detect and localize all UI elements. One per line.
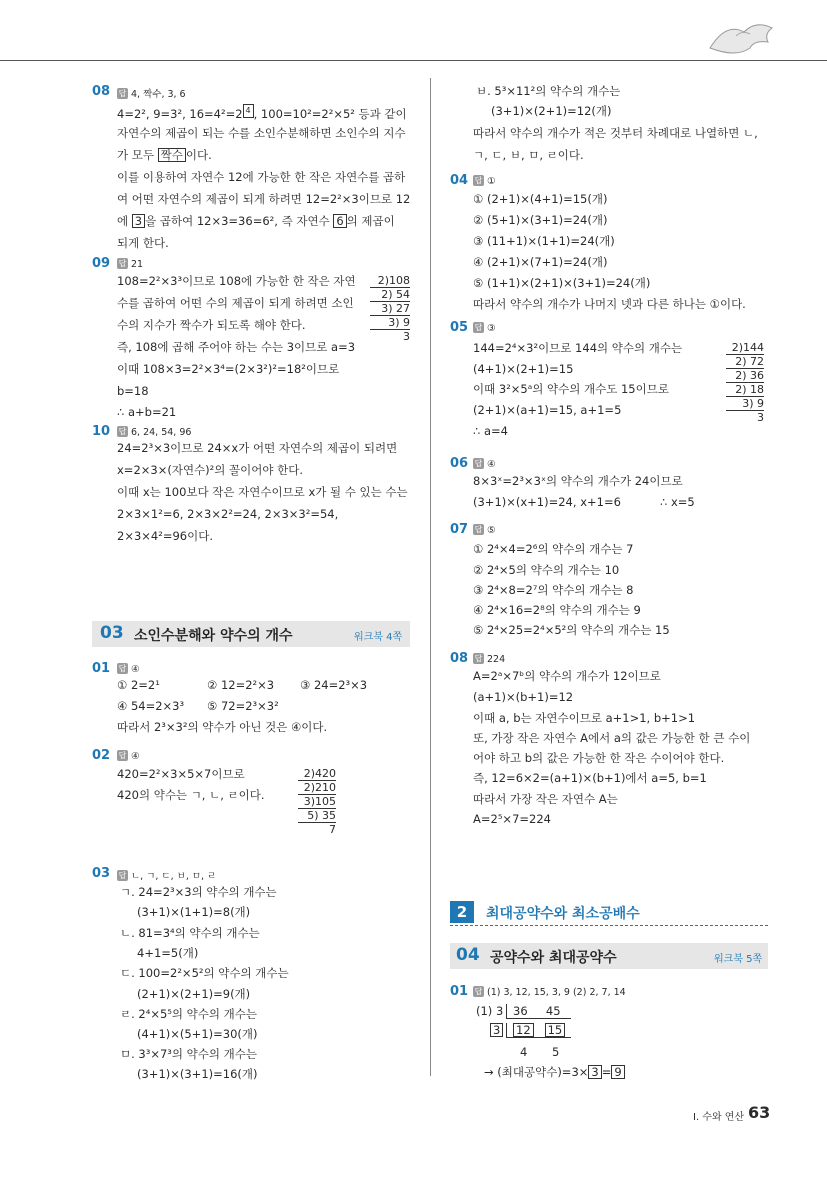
section-number: 03 [100, 623, 124, 643]
line: 에 3 을 곱하여 12×3=36=6², 즉 자연수 6 의 제곱이 [117, 214, 395, 228]
line: 이때 a, b는 자연수이므로 a+1>1, b+1>1 [473, 711, 696, 725]
division-ladder: 2)108 2) 54 3) 27 3) 9 3 [370, 274, 410, 343]
section-number: 04 [456, 945, 480, 965]
answer: 답 21 [118, 259, 144, 270]
choice: ③ 24=2³×3 [300, 678, 368, 692]
line: 즉, 12=6×2=(a+1)×(b+1)에서 a=5, b=1 [473, 771, 707, 785]
problem-number: 06 [450, 456, 469, 471]
line: 자연수의 제곱이 되는 수를 소인수분해하면 소인수의 지수 [117, 126, 406, 140]
line: (3+1)×(2+1)=12(개) [491, 104, 612, 118]
line: (4+1)×(5+1)=30(개) [137, 1027, 258, 1041]
line: ㅁ. 3³×7³의 약수의 개수는 [120, 1047, 257, 1061]
footer-label: Ⅰ. 수와 연산 [693, 1112, 745, 1123]
line: 이를 이용하여 자연수 12에 가능한 한 작은 자연수를 곱하 [117, 170, 406, 184]
line: 따라서 약수의 개수가 나머지 넷과 다른 하나는 ①이다. [473, 297, 746, 311]
line: ② (5+1)×(3+1)=24(개) [473, 213, 608, 227]
line: (3+1)×(3+1)=16(개) [137, 1067, 258, 1081]
chapter-underline [450, 925, 768, 926]
chapter-number: 2 [450, 901, 474, 923]
line: (2+1)×(a+1)=15, a+1=5 [473, 403, 622, 417]
dividend-row: 12 15 [506, 1023, 571, 1038]
column-divider [430, 78, 431, 1076]
line: ㄱ. 24=2³×3의 약수의 개수는 [120, 885, 277, 899]
line: ∴ a+b=21 [117, 405, 177, 419]
line: (2+1)×(2+1)=9(개) [137, 987, 251, 1001]
line: 어야 하고 b의 값은 가능한 한 작은 수이어야 한다. [473, 751, 725, 765]
line: ⑤ (1+1)×(2+1)×(3+1)=24(개) [473, 276, 651, 290]
problem-number: 09 [92, 256, 111, 271]
problem-number: 03 [92, 866, 111, 881]
line: 여 어떤 자연수의 제곱이 되게 하려면 12=2²×3이므로 12 [117, 192, 411, 206]
answer: 답 ⑤ [474, 525, 496, 536]
line: 144=2⁴×3²이므로 144의 약수의 개수는 [473, 341, 683, 355]
line: x=2×3×(자연수)²의 꼴이어야 한다. [117, 463, 303, 477]
divisor-box: 3 [490, 1023, 503, 1037]
problem-number: 10 [92, 424, 111, 439]
workbook-ref: 워크북 4쪽 [354, 632, 403, 643]
line: 즉, 108에 곱해 주어야 하는 수는 3이므로 a=3 [117, 340, 356, 354]
problem-number: 01 [92, 661, 111, 676]
problem-number: 07 [450, 522, 469, 537]
line: 수를 곱하여 어떤 수의 제곱이 되게 하려면 소인 [117, 296, 354, 310]
line: ③ 2⁴×8=2⁷의 약수의 개수는 8 [473, 583, 634, 597]
quotient: 5 [552, 1045, 560, 1059]
line: ① (2+1)×(4+1)=15(개) [473, 192, 608, 206]
answer: 답 224 [474, 654, 506, 665]
line: ④ (2+1)×(7+1)=24(개) [473, 255, 608, 269]
answer: 답 ④ [118, 664, 140, 675]
divisor: 3 [496, 1004, 504, 1018]
line: ④ 2⁴×16=2⁸의 약수의 개수는 9 [473, 603, 641, 617]
division-ladder: 2)420 2)210 3)105 5) 35 7 [298, 767, 336, 836]
line: ㄱ, ㄷ, ㅂ, ㅁ, ㄹ이다. [473, 148, 584, 162]
result-line: → (최대공약수)=3× 3 = 9 [484, 1065, 625, 1079]
workbook-ref: 워크북 5쪽 [714, 954, 763, 965]
line: 수의 지수가 짝수가 되도록 해야 한다. [117, 318, 306, 332]
line: 따라서 약수의 개수가 적은 것부터 차례대로 나열하면 ㄴ, [473, 126, 758, 140]
choice: ⑤ 72=2³×3² [207, 699, 279, 713]
answer: 답 6, 24, 54, 96 [118, 427, 192, 438]
line: 8×3ˣ=2³×3ˣ의 약수의 개수가 24이므로 [473, 474, 683, 488]
line: ∴ a=4 [473, 424, 508, 438]
line: 되게 한다. [117, 236, 169, 250]
line: 이때 x는 100보다 작은 자연수이므로 x가 될 수 있는 수는 [117, 485, 408, 499]
answer: 답 ③ [474, 323, 496, 334]
choice: ① 2=2¹ [117, 678, 160, 692]
problem-number: 02 [92, 748, 111, 763]
line: 4+1=5(개) [137, 946, 199, 960]
line: 108=2²×3³이므로 108에 가능한 한 작은 자연 [117, 274, 356, 288]
line: 2×3×1²=6, 2×3×2²=24, 2×3×3²=54, [117, 507, 339, 521]
answer: 답 (1) 3, 12, 15, 3, 9 (2) 2, 7, 14 [474, 987, 626, 998]
line: 420=2²×3×5×7이므로 [117, 767, 245, 781]
line: ㄴ. 81=3⁴의 약수의 개수는 [120, 926, 260, 940]
choice: ② 12=2²×3 [207, 678, 275, 692]
line: 따라서 2³×3²의 약수가 아닌 것은 ④이다. [117, 720, 328, 734]
line: 또, 가장 작은 자연수 A에서 a의 값은 가능한 한 큰 수이 [473, 731, 751, 745]
answer: 답 ① [474, 176, 496, 187]
chapter-title: 최대공약수와 최소공배수 [486, 906, 640, 922]
line: (3+1)×(1+1)=8(개) [137, 905, 251, 919]
dividend-row: 36 45 [506, 1004, 571, 1019]
line: 4=2², 9=3², 16=4²=2 $^4$ , 100=10²=2²×5² 등과 같이 [117, 106, 407, 121]
line: ㄷ. 100=2²×5²의 약수의 개수는 [120, 966, 289, 980]
problem-number: 04 [450, 173, 469, 188]
line: (a+1)×(b+1)=12 [473, 690, 574, 704]
choice: ④ 54=2×3³ [117, 699, 185, 713]
section-title: 소인수분해와 약수의 개수 [134, 628, 293, 644]
problem-number: 01 [450, 984, 469, 999]
line: ⑤ 2⁴×25=2⁴×5²의 약수의 개수는 15 [473, 623, 670, 637]
line: ∴ x=5 [660, 495, 695, 509]
line: (3+1)×(x+1)=24, x+1=6 [473, 495, 621, 509]
division-ladder: 2)144 2) 72 2) 36 2) 18 3) 9 3 [726, 341, 764, 424]
section-title: 공약수와 최대공약수 [490, 950, 617, 966]
answer: 답 4, 짝수, 3, 6 [118, 89, 186, 100]
section-header-03 [92, 621, 410, 647]
line: b=18 [117, 384, 149, 398]
page-number: 63 [748, 1103, 771, 1122]
part-label: (1) [476, 1004, 493, 1018]
problem-number: 08 [92, 84, 111, 99]
line: 따라서 가장 작은 자연수 A는 [473, 792, 618, 806]
line: A=2ᵃ×7ᵇ의 약수의 개수가 12이므로 [473, 669, 661, 683]
line: 420의 약수는 ㄱ, ㄴ, ㄹ이다. [117, 788, 265, 802]
line: ㅂ. 5³×11²의 약수의 개수는 [476, 84, 621, 98]
line: 24=2³×3이므로 24×x가 어떤 자연수의 제곱이 되려면 [117, 441, 398, 455]
line: ㄹ. 2⁴×5⁵의 약수의 개수는 [120, 1007, 257, 1021]
line: ② 2⁴×5의 약수의 개수는 10 [473, 563, 620, 577]
line: 가 모두 짝수 이다. [117, 148, 212, 162]
line: 이때 108×3=2²×3⁴=(2×3²)²=18²이므로 [117, 362, 340, 376]
line: A=2⁵×7=224 [473, 812, 551, 826]
header-rule [0, 60, 827, 61]
section-header-04 [450, 943, 768, 969]
answer: 답 ㄴ, ㄱ, ㄷ, ㅂ, ㅁ, ㄹ [118, 871, 217, 882]
quotient: 4 [520, 1045, 528, 1059]
problem-number: 08 [450, 651, 469, 666]
line: ③ (11+1)×(1+1)=24(개) [473, 234, 615, 248]
answer: 답 ④ [474, 459, 496, 470]
line: (4+1)×(2+1)=15 [473, 362, 574, 376]
line: 2×3×4²=96이다. [117, 529, 213, 543]
line: ① 2⁴×4=2⁶의 약수의 개수는 7 [473, 542, 634, 556]
answer: 답 ④ [118, 751, 140, 762]
line: 이때 3²×5ᵃ의 약수의 개수도 15이므로 [473, 382, 669, 396]
problem-number: 05 [450, 320, 469, 335]
dragon-mascot-icon [706, 18, 778, 62]
